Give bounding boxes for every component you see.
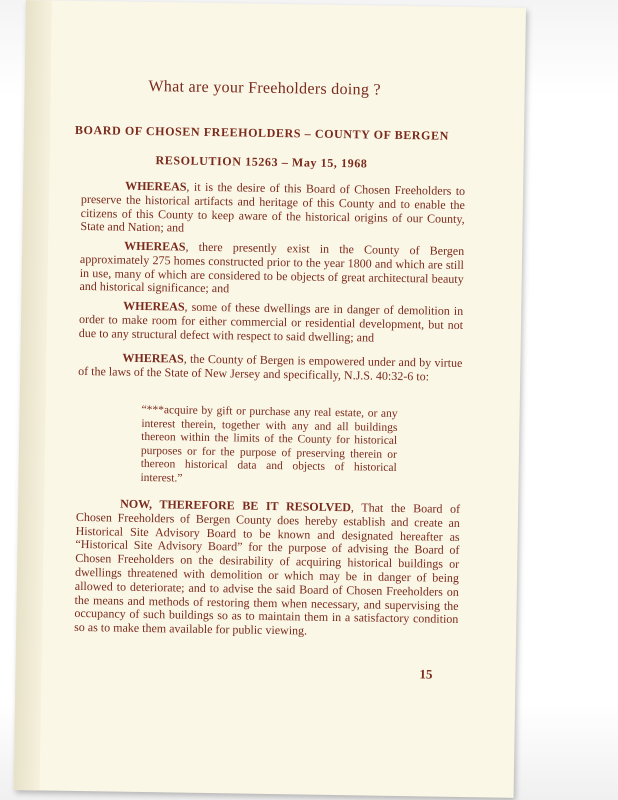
paragraph-text: , it is the desire of this Board of Chosen Freeholders to preserve the historical artifacts and heritage of this County and to enable the citizens of this County to keep aware of the historical origins of our County, State and Nation; and (80, 179, 466, 235)
resolved-paragraph (74, 497, 460, 641)
paragraph-text: , the County of Bergen is empowered under and by virtue of the laws of the State of New Jersey and specifically, N.J.S. 40:32-6 to: (78, 351, 463, 384)
whereas-paragraph-4 (78, 351, 462, 385)
paragraph-text: , some of these dwellings are in danger of demolition in order to make room for either commercial or residential development, but not due to any structural defect with respect to said dwelling; and (78, 299, 464, 345)
whereas-paragraph-2 (79, 239, 464, 300)
whereas-paragraph-3 (79, 299, 464, 346)
document-page (14, 0, 526, 798)
paragraph-lead: WHEREAS (125, 178, 187, 194)
page-heading: What are your Freeholders doing ? (148, 78, 382, 99)
board-title: BOARD OF CHOSEN FREEHOLDERS – COUNTY OF BERGEN (74, 122, 450, 143)
statute-quote: “***acquire by gift or purchase any real estate, or any interest therein, together with any and all buildings thereon within the limits of the County for historical purposes or for the purpose of preserving therein or thereon historical data and objects of historical interest.” (140, 403, 398, 485)
resolution-title: RESOLUTION 15263 – May 15, 1968 (155, 153, 368, 171)
resolved-lead: NOW, THEREFORE BE IT RESOLVED (120, 496, 352, 515)
resolved-text: , That the Board of Chosen Freeholders of Bergen County does hereby establish and create an Historical Site Advisory Board to be known and designated hereafter as “Historical Site Advisory Board” for the purpose of advising the Board of Chosen Freeholders on the desirability of acquiring historical buildings or dwellings threatened with demolition or which may be in danger of being allowed to deteriorate; and to advise the said Board of Chosen Freeholders on the means and methods of restoring them when necessary, and supervising the occupancy of such buildings so as to maintain them in a satisfactory condition so as to make them available for public viewing. (74, 500, 461, 638)
paragraph-text: , there presently exist in the County of Bergen approximately 275 homes constructed prior to the year 1800 and which are still in use, many of which are considered to be objects of great architectural beauty and historical significance; and (79, 239, 465, 296)
whereas-paragraph-1 (80, 179, 465, 240)
paragraph-lead: WHEREAS (122, 350, 184, 366)
paragraph-lead: WHEREAS (124, 238, 186, 254)
paragraph-lead: WHEREAS (123, 298, 185, 314)
page-number: 15 (419, 666, 433, 682)
